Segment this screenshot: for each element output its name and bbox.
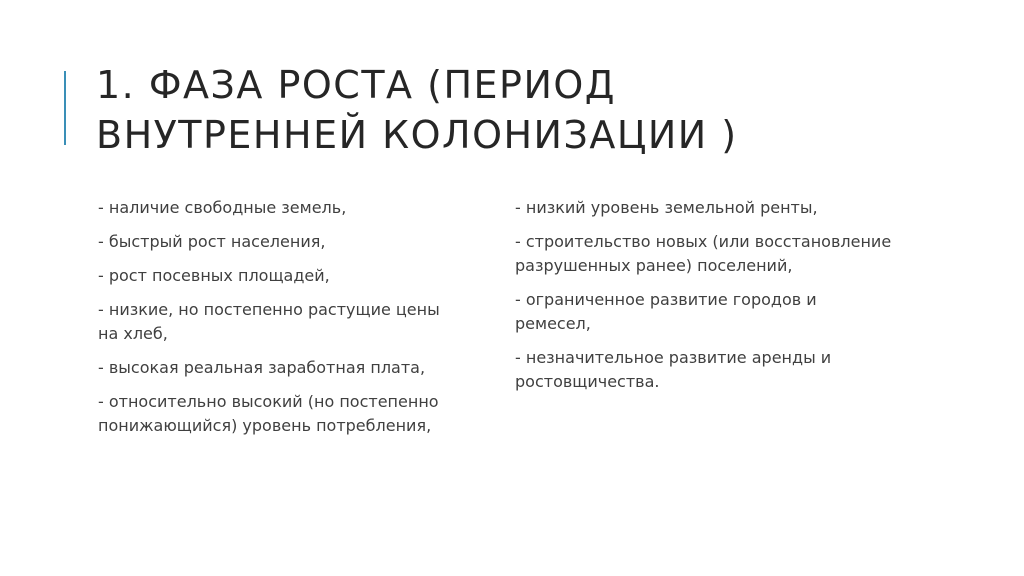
title-accent-bar <box>64 71 66 145</box>
list-item: - низкий уровень земельной ренты, <box>515 198 818 217</box>
list-item: - строительство новых (или восстановление разрушенных ранее) поселений, <box>515 232 892 275</box>
list-item: - низкие, но постепенно растущие цены на хлеб, <box>98 300 440 343</box>
list-item: - ограниченное развитие городов и ремесел, <box>515 290 817 333</box>
list-item: - наличие свободные земель, <box>98 198 347 217</box>
list-item: - незначительное развитие аренды и ростовщичества. <box>515 348 832 391</box>
list-item: - рост посевных площадей, <box>98 266 330 285</box>
right-column-list <box>515 196 925 404</box>
left-column-list <box>98 196 498 448</box>
list-item: - относительно высокий (но постепенно понижающийся) уровень потребления, <box>98 392 439 435</box>
list-item: - быстрый рост населения, <box>98 232 326 251</box>
list-item: - высокая реальная заработная плата, <box>98 358 426 377</box>
slide-title: 1. ФАЗА РОСТА (ПЕРИОД ВНУТРЕННЕЙ КОЛОНИЗАЦИИ ) <box>96 63 738 157</box>
